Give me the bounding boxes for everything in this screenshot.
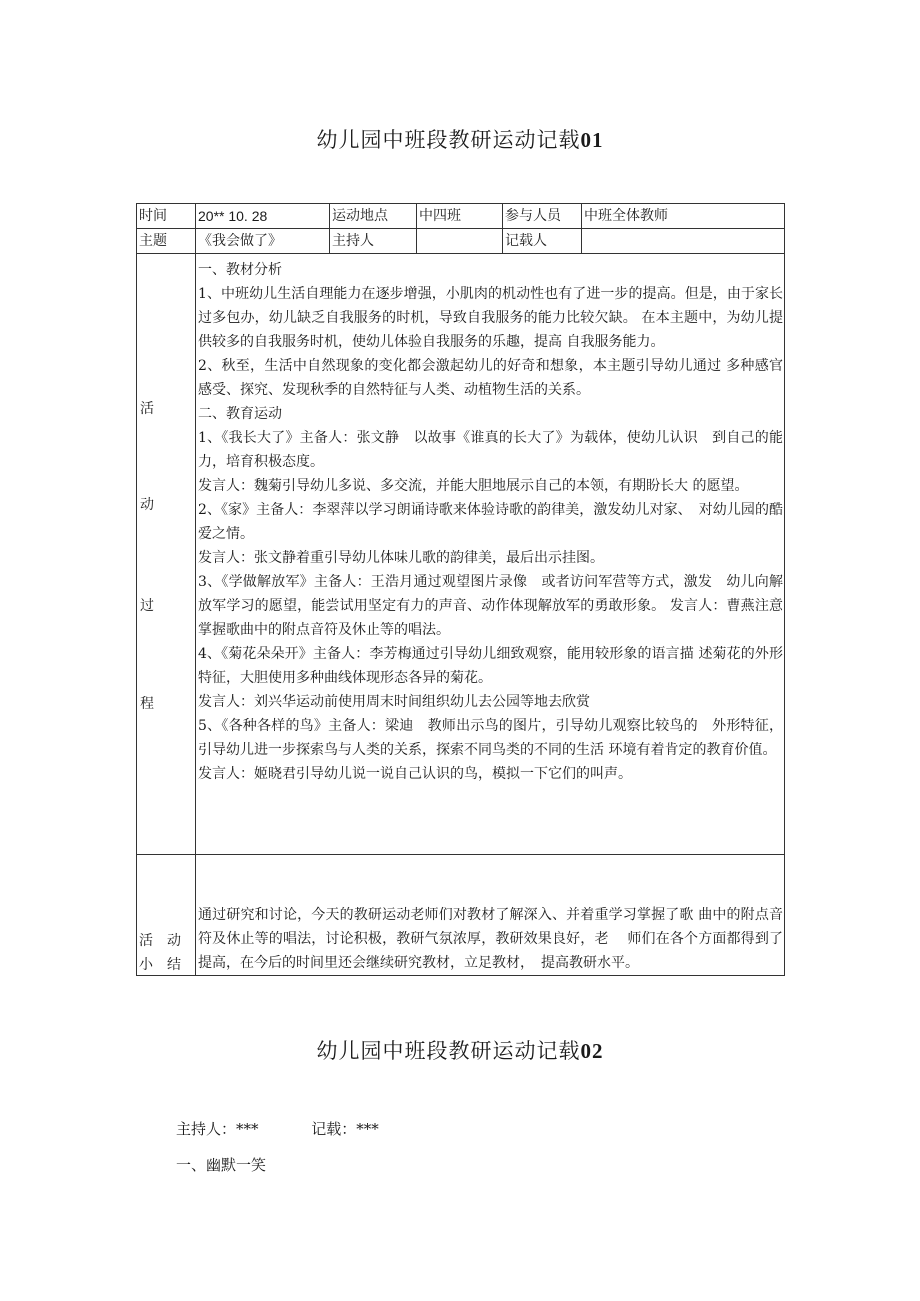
title-number: 01: [580, 128, 604, 152]
page-title-2: [0, 1035, 920, 1065]
paragraph: 3、《学做解放军》主备人：王浩月通过观望图片录像 或者访问军营等方式，激发 幼儿向解放军学习的愿望，能尝试用坚定有力的声音、动作体现解放军的勇敢形象。 发言人：曹燕注意掌握歌曲中的附点音符及休止等的唱法。: [198, 574, 783, 638]
side-char: 程: [140, 696, 154, 712]
theme-value: 《我会做了》: [196, 229, 330, 254]
side-char: 活: [140, 401, 154, 417]
host-value: [417, 229, 503, 254]
process-side-label: [137, 254, 196, 855]
section-heading-2: 一、幽默一笑: [176, 1156, 267, 1174]
table-row: [137, 855, 785, 976]
section-heading: 一、教材分析: [198, 262, 282, 278]
paragraph: 2、秋至，生活中自然现象的变化都会激起幼儿的好奇和想象，本主题引导幼儿通过 多种感官感受、探究、发现秋季的自然特征与人类、动植物生活的关系。: [198, 358, 783, 398]
paragraph: 发言人：魏菊引导幼儿多说、多交流，并能大胆地展示自己的本领，有期盼长大 的愿望。: [198, 478, 749, 494]
record-table: [136, 203, 785, 976]
summary-side-label: [137, 855, 196, 976]
paragraph: 1、《我长大了》主备人：张文静 以故事《谁真的长大了》为载体，使幼儿认识 到自己的能力，培育积极态度。: [198, 430, 783, 470]
title-text: 幼儿园中班段教研运动记载: [316, 1039, 581, 1063]
side-char: 动: [140, 497, 154, 513]
place-value: 中四班: [417, 204, 503, 229]
paragraph: 发言人：刘兴华运动前使用周末时间组织幼儿去公园等地去欣赏: [198, 694, 590, 710]
paragraph: 1、中班幼儿生活自理能力在逐步增强，小肌肉的机动性也有了进一步的提高。但是，由于家长过多包办，幼儿缺乏自我服务的时机，导致自我服务的能力比较欠缺。 在本主题中，为幼儿提供较多的自我服务时机，使幼儿体验自我服务的乐趣，提高 自我服务能力。: [198, 286, 783, 350]
page-title: [0, 124, 920, 154]
theme-label: 主题: [137, 229, 196, 254]
side-text: 小 结: [139, 957, 181, 973]
host-text: 主持人：***: [176, 1120, 259, 1138]
side-char: 过: [140, 598, 154, 614]
paragraph: 发言人：姬晓君引导幼儿说一说自己认识的鸟，模拟一下它们的叫声。: [198, 766, 632, 782]
table-row: [137, 254, 785, 855]
section-heading: 二、教育运动: [198, 406, 282, 422]
title-text: 幼儿园中班段教研运动记载: [316, 128, 581, 152]
paragraph: 4、《菊花朵朵开》主备人：李芳梅通过引导幼儿细致观察，能用较形象的语言描 述菊花的外形特征，大胆使用多种曲线体现形态各异的菊花。: [198, 646, 783, 686]
title-number: 02: [580, 1039, 604, 1063]
host-label: 主持人: [330, 229, 417, 254]
summary-paragraph: 通过研究和讨论，今天的教研运动老师们对教材了解深入、并着重学习掌握了歌 曲中的附点音符及休止等的唱法，讨论积极，教研气氛浓厚，教研效果良好，老 师们在各个方面都得到了提高，在今后的时间里还会继续研究教材，立足教材， 提高教研水平。: [198, 907, 783, 971]
place-label: 运动地点: [330, 204, 417, 229]
table-row: [137, 229, 785, 254]
side-text: 活 动: [139, 933, 181, 949]
paragraph: 2、《家》主备人：李翠萍以学习朗诵诗歌来体验诗歌的韵律美，激发幼儿对家、 对幼儿园的酷爱之情。: [198, 502, 783, 542]
paragraph: 发言人：张文静着重引导幼儿体味儿歌的韵律美，最后出示挂图。: [198, 550, 604, 566]
recorder-text: 记载：***: [311, 1120, 379, 1138]
recorder-label: 记载人: [503, 229, 582, 254]
participants-label: 参与人员: [503, 204, 582, 229]
table-row: [137, 204, 785, 229]
time-label: 时间: [137, 204, 196, 229]
participants-value: 中班全体教师: [582, 204, 785, 229]
recorder-value: [582, 229, 785, 254]
summary-content: [196, 855, 785, 976]
meta-line: [176, 1118, 379, 1139]
process-content: [196, 254, 785, 855]
time-value: 20** 10. 28: [196, 204, 330, 229]
paragraph: 5、《各种各样的鸟》主备人：梁迪 教师出示鸟的图片，引导幼儿观察比较鸟的 外形特征，引导幼儿进一步探索鸟与人类的关系，探索不同鸟类的不同的生活 环境有着肯定的教育价值。: [198, 718, 783, 758]
